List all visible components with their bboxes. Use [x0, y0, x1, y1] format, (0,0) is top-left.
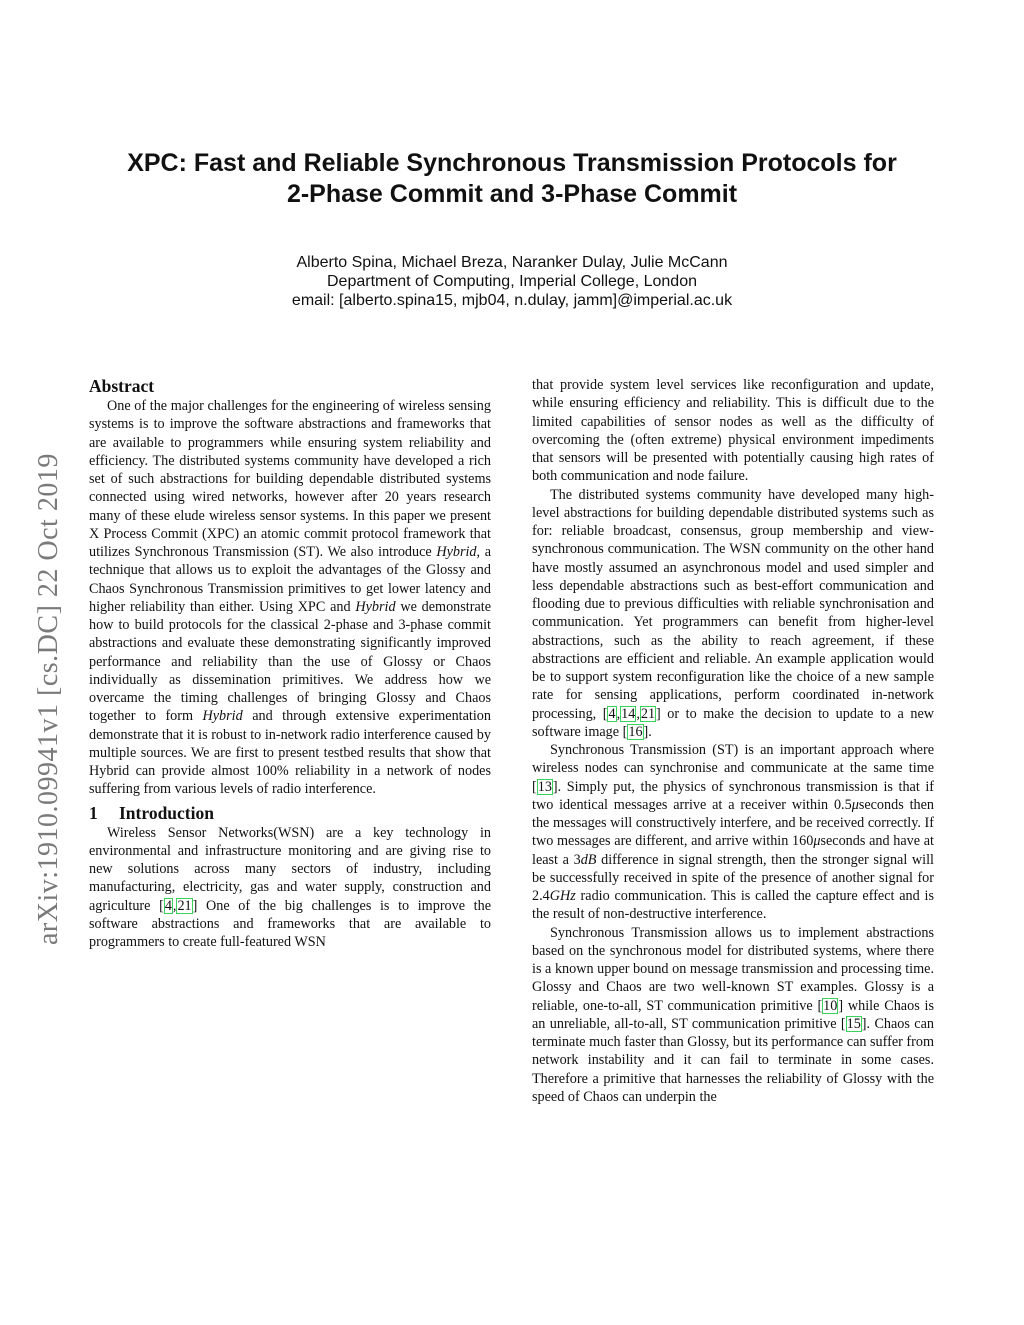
abstract-heading: Abstract — [89, 376, 155, 396]
title-line-2: 2-Phase Commit and 3-Phase Commit — [286, 180, 738, 208]
citation-link[interactable]: 21 — [640, 705, 656, 722]
hybrid-term: Hybrid — [355, 598, 396, 615]
title-line-1: XPC: Fast and Reliable Synchronous Transmission Protocols for — [127, 149, 897, 177]
intro-paragraph-1-cont: that provide system level services like reconfiguration and update, while ensuring efficiency and reliability. This is difficult due to the limited capabilities of sensor nodes as well as the difficulty of overcoming the (often extreme) physical environment impediments that sensors will be presented with potentially causing high rates of both communication and node failure. — [532, 377, 934, 485]
citation-link[interactable]: 13 — [537, 778, 552, 795]
citation-link[interactable]: 10 — [823, 997, 838, 1014]
citation-link[interactable]: 4 — [608, 705, 616, 722]
left-column — [89, 376, 491, 951]
hybrid-term: Hybrid — [436, 544, 477, 560]
introduction-heading — [89, 803, 491, 824]
author-emails: email: [alberto.spina15, mjb04, n.dulay, jamm]@imperial.ac.uk — [291, 292, 733, 309]
citation-link[interactable]: 14 — [621, 705, 636, 722]
citation-link[interactable]: 16 — [628, 723, 643, 740]
citation-link[interactable]: 21 — [177, 897, 192, 914]
intro-paragraph-4: Synchronous Transmission allows us to implement abstractions based on the synchronous model for distributed systems, where there is a known upper bound on message transmission and processing time. Glossy and Chaos are two well-known ST examples. Glossy is a reliable, one-to-all, ST communication primitive [10] while Chaos is an unreliable, all-to-all, ST communication primitive [15]. Chaos can terminate much faster than Glossy, but its performance can suffer from network instability and it can fail to terminate in some cases. Therefore a primitive that harnesses the reliability of Glossy with the speed of Chaos can underpin the — [532, 924, 934, 1105]
author-block — [0, 253, 1024, 310]
arxiv-identifier: arXiv:1910.09941v1 [cs.DC] 22 Oct 2019 — [33, 453, 64, 945]
citation-link[interactable]: 15 — [846, 1015, 861, 1032]
paper-title — [0, 148, 1024, 210]
section-number: 1 — [89, 802, 98, 823]
section-title: Introduction — [119, 802, 214, 823]
intro-paragraph-1: Wireless Sensor Networks(WSN) are a key technology in environmental and infrastructure monitoring and are giving rise to new solutions across many sectors of industry, including manufacturing, electricity, gas and water supply, construction and agriculture [4,21] One of the big challenges is to improve the software abstractions and frameworks that are available to programmers to create full-featured WSN — [89, 824, 491, 950]
affiliation: Department of Computing, Imperial College, London — [327, 273, 697, 290]
author-names: Alberto Spina, Michael Breza, Naranker Dulay, Julie McCann — [296, 254, 728, 271]
right-column — [532, 376, 934, 1106]
intro-paragraph-2: The distributed systems community have developed many high-level abstractions for building dependable distributed systems such as for: reliable broadcast, consensus, group membership and view-synchronous communication. The WSN community on the other hand have mostly assumed an asynchronous model and used simpler and less dependable abstractions such as best-effort communication and flooding due to previous difficulties with reliable synchronisation and communication. Yet programmers can benefit from higher-level abstractions, such as the ability to reach agreement, if these abstractions are efficient and reliable. An example application would be to support system reconfiguration like the choice of a new sample rate for sensing applications, perform coordinated in-network processing, [4,14,21] or to make the decision to update to a new software image [16]. — [532, 486, 934, 740]
abstract-text: One of the major challenges for the engineering of wireless sensing systems is to improve the software abstractions and frameworks that are available to programmers while ensuring system reliability and efficiency. The distributed systems community have developed a rich set of such abstractions for building dependable distributed systems connected using wired networks, however after 20 years research many of these elude wireless sensor systems. In this paper we present X Process Commit (XPC) an atomic commit protocol framework that utilizes Synchronous Transmission (ST). We also introduce Hybrid, a technique that allows us to exploit the advantages of the Glossy and Chaos Synchronous Transmission primitives to get lower latency and higher reliability than either. Using XPC and Hybrid we demonstrate how to build protocols for the classical 2-phase and 3-phase commit abstractions and evaluate these demonstrating significantly improved performance and reliability than the use of Glossy or Chaos individually as dissemination primitives. We address how we overcame the timing challenges of bringing Glossy and Chaos together to form Hybrid and through extensive experimentation demonstrate that it is robust to in-network radio interference caused by multiple sources. We are first to present testbed results that show that Hybrid can provide almost 100% reliability in a network of nodes suffering from various levels of radio interference. — [89, 398, 491, 798]
citation-link[interactable]: 4 — [164, 897, 172, 914]
hybrid-term: Hybrid — [202, 708, 243, 725]
intro-paragraph-3: Synchronous Transmission (ST) is an important approach where wireless nodes can synchronise and communicate at the same time [13]. Simply put, the physics of synchronous transmission is that if two identical messages arrive at a receiver within 0.5μseconds then the messages will constructively interfere, and be received correctly. If two messages are different, and arrive within 160μseconds and have at least a 3dB difference in signal strength, then the stronger signal will be successfully received in spite of the presence of another signal for 2.4GHz radio communication. This is called the capture effect and is the result of non-destructive interference. — [532, 742, 934, 923]
